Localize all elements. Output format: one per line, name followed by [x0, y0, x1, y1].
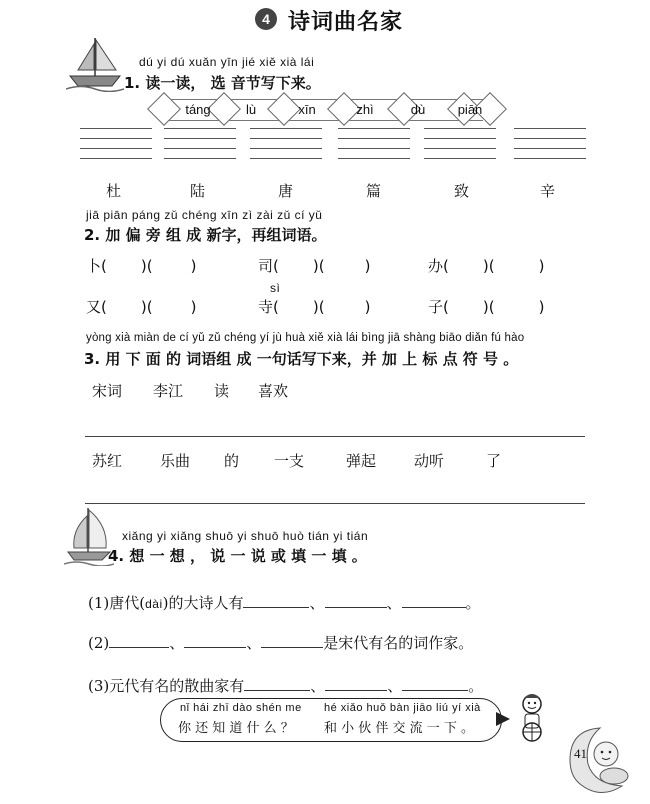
char-pian: 篇	[366, 182, 382, 200]
word: 一支	[274, 452, 305, 470]
radical-entry[interactable]: 寺( )( )	[258, 298, 371, 316]
bubble-pinyin-2: hé xiǎo huǒ bàn jiāo liú yí xià	[324, 702, 481, 714]
word: 弹起	[346, 452, 377, 470]
char-zhi: 致	[454, 182, 470, 200]
page-title: 诗词曲名家	[288, 10, 404, 35]
word: 的	[224, 452, 240, 470]
radical-entry[interactable]: 办( )( )	[428, 257, 545, 275]
bubble-text-2: 和 小 伙 伴 交 流 一 下 。	[324, 721, 475, 736]
char-du: 杜	[106, 182, 122, 200]
syllable: piān	[457, 102, 483, 117]
pinyin-writing-grid[interactable]	[250, 128, 322, 168]
word: 乐曲	[160, 452, 191, 470]
word: 了	[486, 452, 502, 470]
word: 动听	[414, 452, 445, 470]
page-number: 41	[574, 746, 587, 761]
word: 李江	[153, 382, 184, 400]
char-lu: 陆	[190, 182, 206, 200]
q2-pinyin: jiā piān páng zǔ chéng xīn zì zài zǔ cí yǔ	[86, 208, 323, 222]
si-pinyin: sì	[270, 281, 281, 295]
answer-line[interactable]	[85, 436, 585, 437]
sailboat-icon-2	[64, 504, 114, 566]
q3-pinyin: yòng xià miàn de cí yǔ zǔ chéng yí jù huà xiě xià lái bìng jiā shàng biāo diǎn fú hào	[86, 332, 525, 344]
radical-entry[interactable]: 司( )( )	[258, 257, 371, 275]
q1-pinyin: dú yi dú xuǎn yīn jié xiě xià lái	[139, 55, 315, 69]
word: 喜欢	[258, 382, 289, 400]
radical-entry[interactable]: 卜( )( )	[86, 257, 197, 275]
lesson-number-badge: 4	[255, 8, 277, 30]
answer-blank[interactable]	[243, 593, 309, 608]
bubble-pinyin-1: nǐ hái zhī dào shén me	[180, 702, 302, 714]
fill-item-3: (3)元代有名的散曲家有 、 、 。	[88, 677, 484, 695]
moon-cartoon-icon	[560, 720, 638, 798]
q4-pinyin: xiǎng yi xiǎng shuō yi shuō huò tián yi tián	[122, 529, 369, 543]
syllable: lù	[245, 102, 257, 117]
pinyin-writing-grid[interactable]	[514, 128, 586, 168]
syllable: xīn	[298, 102, 316, 117]
word: 读	[214, 382, 230, 400]
bubble-tail	[496, 712, 510, 726]
answer-blank[interactable]	[325, 676, 387, 691]
child-mascot-icon	[512, 692, 552, 744]
q1-instruction: 1. 读一读， 选 音节写下来。	[124, 74, 321, 92]
syllable: zhì	[356, 102, 374, 117]
pinyin-writing-grid[interactable]	[338, 128, 410, 168]
answer-blank[interactable]	[244, 676, 310, 691]
answer-blank[interactable]	[109, 633, 169, 648]
q4-instruction: 4. 想 一 想 ， 说 一 说 或 填 一 填 。	[108, 547, 367, 565]
pinyin-writing-grid[interactable]	[80, 128, 152, 168]
syllable: dù	[410, 102, 426, 117]
answer-blank[interactable]	[325, 593, 387, 608]
bubble-text-1: 你 还 知 道 什 么 ？	[178, 721, 294, 736]
answer-line[interactable]	[85, 503, 585, 504]
answer-blank[interactable]	[402, 676, 468, 691]
fill-item-1: (1)唐代(dài)的大诗人有 、 、 。	[88, 594, 481, 612]
q2-instruction: 2. 加 偏 旁 组 成 新字，再组词语。	[84, 226, 327, 244]
word: 宋词	[92, 382, 123, 400]
char-tang: 唐	[278, 182, 294, 200]
answer-blank[interactable]	[402, 593, 466, 608]
char-xin: 辛	[540, 182, 556, 200]
syllable: táng	[185, 102, 211, 117]
pinyin-writing-grid[interactable]	[164, 128, 236, 168]
pinyin-writing-grid[interactable]	[424, 128, 496, 168]
answer-blank[interactable]	[261, 633, 323, 648]
q3-instruction: 3. 用 下 面 的 词语组 成 一句话写下来，并 加 上 标 点 符 号 。	[84, 350, 519, 368]
radical-entry[interactable]: 子( )( )	[428, 298, 545, 316]
sailboat-icon	[66, 34, 124, 92]
answer-blank[interactable]	[184, 633, 246, 648]
radical-entry[interactable]: 又( )( )	[86, 298, 197, 316]
fill-item-2: (2) 、 、 是宋代有名的词作家。	[88, 634, 474, 652]
word: 苏红	[92, 452, 123, 470]
